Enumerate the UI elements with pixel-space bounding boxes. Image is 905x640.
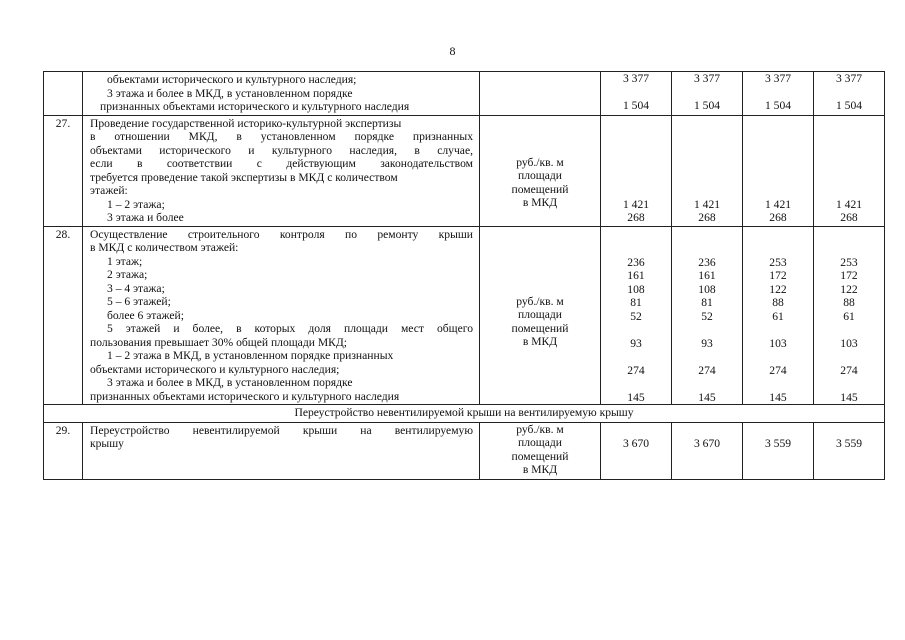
value: 108 [698, 282, 716, 296]
value: 81 [630, 296, 642, 309]
description-line: 5 этажей и более, в которых доля площади мест общего [107, 322, 473, 335]
value-cell [601, 115, 672, 226]
value: 122 [769, 282, 787, 296]
unit-line: в МКД [522, 335, 558, 348]
value: 81 [701, 296, 713, 309]
description-line: этажей: [90, 184, 128, 197]
value: 172 [840, 269, 858, 282]
unit-cell [480, 226, 601, 405]
value: 1 421 [622, 197, 650, 211]
value: 3 670 [693, 436, 721, 450]
value: 52 [701, 309, 713, 323]
value: 108 [627, 282, 645, 296]
tariff-table [43, 71, 885, 480]
value: 236 [698, 255, 716, 269]
value: 1 421 [835, 197, 863, 211]
value-cell [743, 72, 814, 116]
value: 1 504 [622, 99, 650, 112]
value: 253 [840, 255, 858, 269]
description-line: в отношении МКД, в установленном порядке признанных [90, 130, 473, 143]
value: 145 [840, 390, 858, 404]
value: 268 [840, 211, 858, 224]
description-line: объектами исторического и культурного наследия; [107, 73, 357, 86]
value: 172 [769, 269, 787, 282]
unit-cell [480, 422, 601, 479]
description-line: 3 этажа и более в МКД, в установленном порядке [107, 86, 353, 100]
table-row-28 [44, 226, 885, 405]
value-cell [814, 226, 885, 405]
description-cell [83, 72, 480, 116]
description-line: 2 этажа; [107, 268, 148, 281]
description-cell [83, 422, 480, 479]
value: 3 670 [622, 436, 650, 450]
unit-line: помещений [511, 321, 569, 335]
value: 1 421 [693, 197, 721, 211]
table-row-29 [44, 422, 885, 479]
table-row-27 [44, 115, 885, 226]
description-line: 3 этажа и более в МКД, в установленном порядке [107, 376, 353, 389]
description-line: 5 – 6 этажей; [107, 295, 171, 308]
description-line: пользования превышает 30% общей площади МКД; [90, 335, 347, 349]
unit-line: площади [518, 436, 562, 449]
unit-line: помещений [511, 182, 569, 196]
value-cell [672, 72, 743, 116]
value: 1 504 [764, 99, 792, 112]
value: 145 [698, 390, 716, 404]
unit-cell [480, 115, 601, 226]
value: 3 377 [622, 72, 650, 85]
value: 274 [627, 363, 645, 377]
value: 274 [840, 363, 858, 377]
value: 3 559 [835, 436, 863, 450]
description-line: в МКД с количеством этажей: [90, 241, 239, 254]
value: 103 [769, 336, 787, 350]
value: 268 [698, 211, 716, 224]
value: 145 [627, 390, 645, 404]
value: 93 [701, 336, 713, 350]
value: 3 377 [693, 72, 721, 85]
value: 52 [630, 309, 642, 323]
value: 88 [843, 296, 855, 309]
value-cell [814, 72, 885, 116]
description-line: если в соответствии с действующим законодательством [90, 157, 473, 170]
description-line: Проведение государственной историко-культурной экспертизы [90, 116, 402, 130]
row-number: 29. [44, 422, 83, 479]
value-cell [672, 226, 743, 405]
row-number-cell [44, 72, 83, 116]
unit-line: площади [518, 308, 562, 321]
description-line: 1 – 2 этажа; [107, 197, 165, 211]
value-cell [601, 72, 672, 116]
value-cell [601, 226, 672, 405]
section-header-row [44, 405, 885, 423]
section-title: Переустройство невентилируемой крыши на вентилируемую крышу [44, 405, 885, 423]
unit-line: в МКД [522, 196, 558, 209]
value-cell [814, 115, 885, 226]
description-line: объектами исторического и культурного наследия; [90, 362, 340, 376]
page-number: 8 [449, 44, 456, 58]
description-line: Переустройство невентилируемой крыши на вентилируемую [90, 423, 473, 437]
value: 61 [843, 309, 855, 323]
unit-line: в МКД [522, 463, 558, 476]
unit-line: руб./кв. м [516, 155, 564, 169]
value-cell [743, 115, 814, 226]
description-line: признанных объектами исторического и культурного наследия [90, 389, 400, 403]
description-cell [83, 226, 480, 405]
value-cell [601, 422, 672, 479]
description-line: крышу [90, 437, 124, 450]
description-line: 1 этаж; [107, 254, 143, 268]
value-cell [672, 422, 743, 479]
description-line: требуется проведение такой экспертизы в МКД с количеством [90, 170, 398, 184]
row-number: 27. [44, 115, 83, 226]
description-line: Осуществление строительного контроля по ремонту крыши [90, 227, 473, 241]
value: 268 [769, 211, 787, 224]
value-cell [672, 115, 743, 226]
description-line: 3 – 4 этажа; [107, 281, 165, 295]
value: 145 [769, 390, 787, 404]
value: 268 [627, 211, 645, 224]
value: 274 [698, 363, 716, 377]
unit-line: руб./кв. м [516, 422, 564, 436]
description-line: 1 – 2 этажа в МКД, в установленном порядке признанных [107, 349, 394, 362]
value-cell [743, 422, 814, 479]
unit-line: площади [518, 169, 562, 182]
table-row-continuation [44, 72, 885, 116]
value: 88 [772, 296, 784, 309]
value: 1 504 [693, 99, 721, 112]
value: 3 377 [764, 72, 792, 85]
description-cell [83, 115, 480, 226]
value: 161 [698, 269, 716, 282]
value-cell [743, 226, 814, 405]
value: 3 377 [835, 72, 863, 85]
unit-line: помещений [511, 449, 569, 463]
value: 122 [840, 282, 858, 296]
value: 103 [840, 336, 858, 350]
value: 236 [627, 255, 645, 269]
unit-line: руб./кв. м [516, 294, 564, 308]
unit-cell [480, 72, 601, 116]
value: 161 [627, 269, 645, 282]
description-line: 3 этажа и более [107, 211, 184, 224]
value: 1 421 [764, 197, 792, 211]
value: 1 504 [835, 99, 863, 112]
description-line: более 6 этажей; [107, 308, 184, 322]
value: 93 [630, 336, 642, 350]
value-cell [814, 422, 885, 479]
description-line: объектами исторического и культурного наследия, в случае, [90, 143, 473, 157]
value: 3 559 [764, 436, 792, 450]
row-number: 28. [44, 226, 83, 405]
value: 253 [769, 255, 787, 269]
description-line: признанных объектами исторического и культурного наследия [100, 100, 410, 113]
value: 61 [772, 309, 784, 323]
value: 274 [769, 363, 787, 377]
